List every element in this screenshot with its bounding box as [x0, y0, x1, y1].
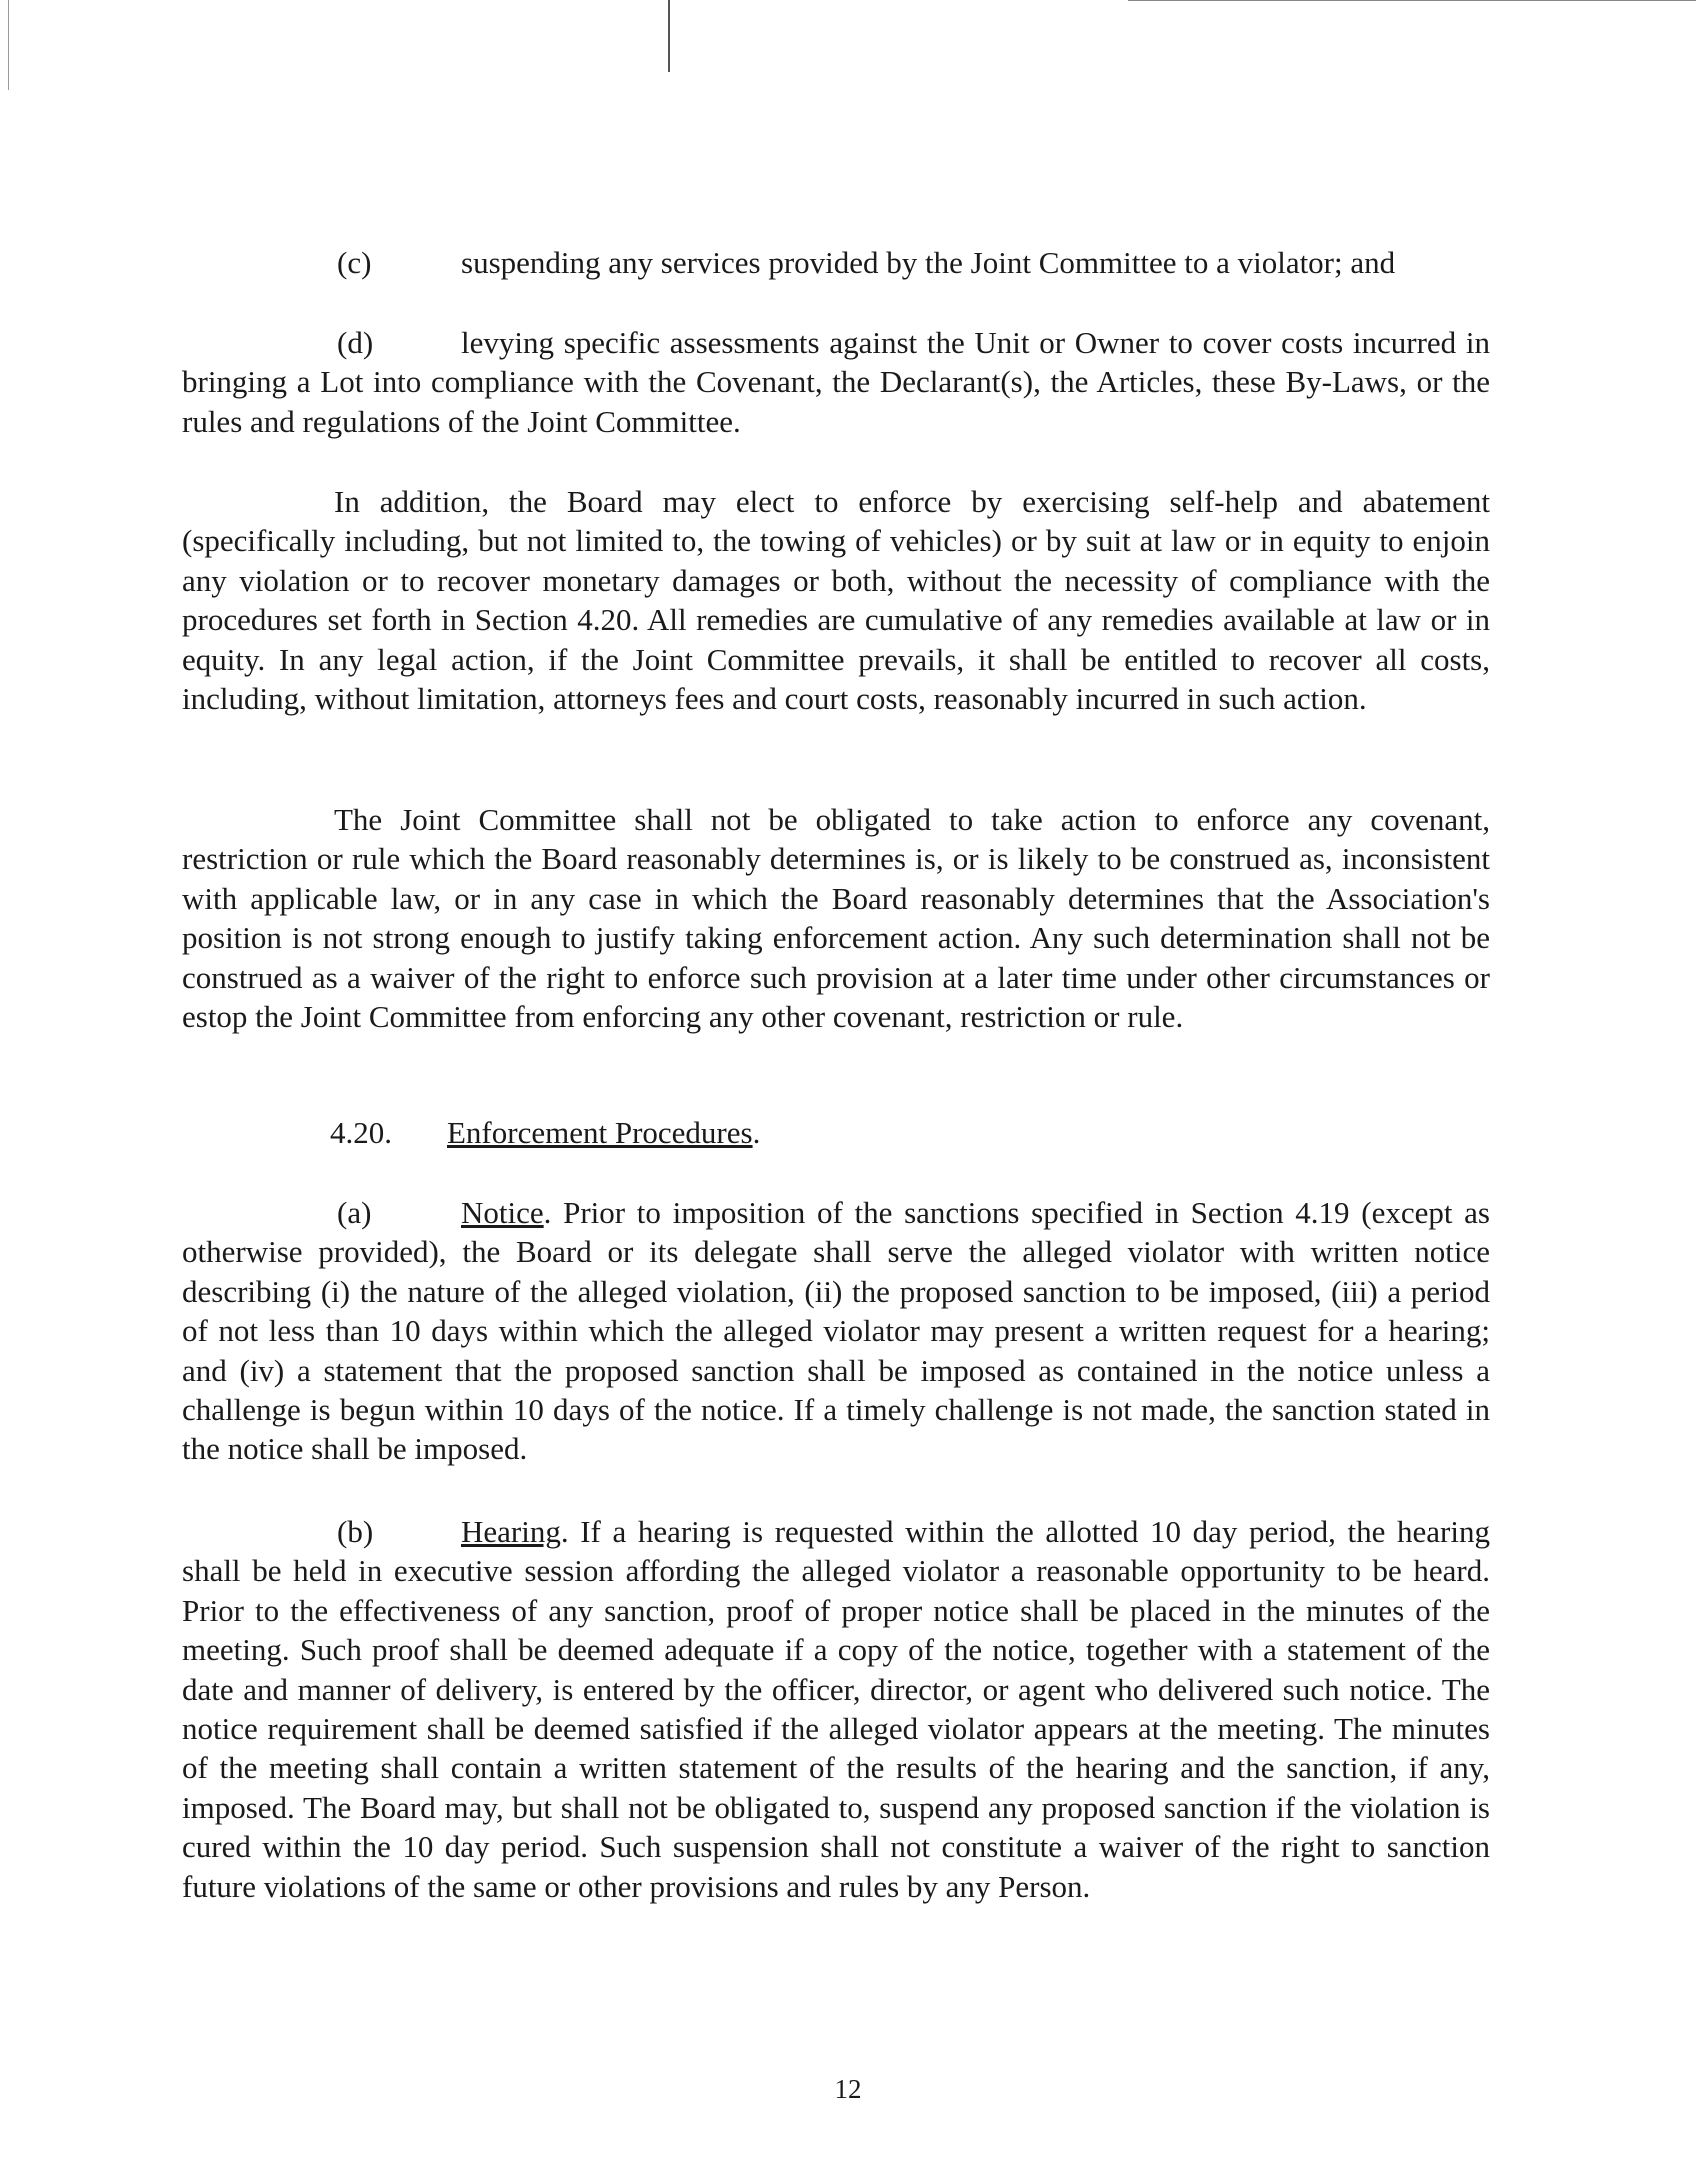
scan-artifact-line	[1128, 0, 1696, 1]
hearing-text: If a hearing is requested within the allotted 10 day period, the hearing shall be held in executive session affording the alleged violator a reasonable opportunity to be heard. Prior to the effectiveness of any sanction, proof of proper notice shall be placed in the minutes of the meeting. Such proof shall be deemed adequate if a copy of the notice, together with a statement of the date and manner of delivery, is entered by the officer, director, or agent who delivered such notice. The notice requirement shall be deemed satisfied if the alleged violator appears at the meeting. The minutes of the meeting shall contain a written statement of the results of the hearing and the sanction, if any, imposed. The Board may, but shall not be obligated to, suspend any proposed sanction if the violation is cured within the 10 day period. Such suspension shall not constitute a waiver of the right to sanction future violations of the same or other provisions and rules by any Person.	[182, 1514, 1490, 1904]
page-number: 12	[834, 2074, 862, 2104]
paragraph-additional-remedies: In addition, the Board may elect to enforce by exercising self-help and abatement (specifically including, but not limited to, the towing of vehicles) or by suit at law or in equity to enjoin any violation or to recover monetary damages or both, without the necessity of compliance with the procedures set forth in Section 4.20. All remedies are cumulative of any remedies available at law or in equity. In any legal action, if the Joint Committee prevails, it shall be entitled to recover all costs, including, without limitation, attorneys fees and court costs, reasonably incurred in such action.	[182, 484, 1490, 717]
hearing-heading: Hearing	[461, 1514, 561, 1549]
section-title-suffix: .	[752, 1115, 761, 1150]
section-title: Enforcement Procedures	[447, 1115, 753, 1150]
paragraph-d-label: (d)	[337, 325, 374, 360]
paragraph-hearing	[182, 1512, 1490, 1906]
paragraph-d-text: levying specific assessments against the Unit or Owner to cover costs incurred in bringing a Lot into compliance with the Covenant, the Declarant(s), the Articles, these By-Laws, or the rules and regulations of the Joint Committee.	[182, 325, 1490, 439]
notice-heading: Notice	[461, 1195, 544, 1230]
scan-artifact-line	[668, 0, 670, 72]
notice-label: (a)	[337, 1195, 372, 1230]
section-heading	[182, 1113, 1490, 1152]
scan-artifact-line	[8, 0, 9, 90]
section-number: 4.20.	[330, 1115, 392, 1150]
paragraph-c-text: suspending any services provided by the Joint Committee to a violator; and	[461, 245, 1396, 280]
paragraph-no-obligation: The Joint Committee shall not be obligated to take action to enforce any covenant, restriction or rule which the Board reasonably determines is, or is likely to be construed as, inconsistent with applicable law, or in any case in which the Board reasonably determines that the Association's position is not strong enough to justify taking enforcement action. Any such determination shall not be construed as a waiver of the right to enforce such provision at a later time under other circumstances or estop the Joint Committee from enforcing any other covenant, restriction or rule.	[182, 802, 1490, 1035]
paragraph-c-label: (c)	[337, 245, 372, 280]
paragraph-notice	[182, 1193, 1490, 1469]
paragraph-d	[182, 323, 1490, 441]
hearing-label: (b)	[337, 1514, 374, 1549]
hearing-heading-suffix: .	[560, 1514, 569, 1549]
paragraph-c	[182, 243, 1490, 282]
notice-text: Prior to imposition of the sanctions specified in Section 4.19 (except as otherwise provided), the Board or its delegate shall serve the alleged violator with written notice describing (i) the nature of the alleged violation, (ii) the proposed sanction to be imposed, (iii) a period of not less than 10 days within which the alleged violator may present a written request for a hearing; and (iv) a statement that the proposed sanction shall be imposed as contained in the notice unless a challenge is begun within 10 days of the notice. If a timely challenge is not made, the sanction stated in the notice shall be imposed.	[182, 1195, 1490, 1467]
notice-heading-suffix: .	[543, 1195, 552, 1230]
